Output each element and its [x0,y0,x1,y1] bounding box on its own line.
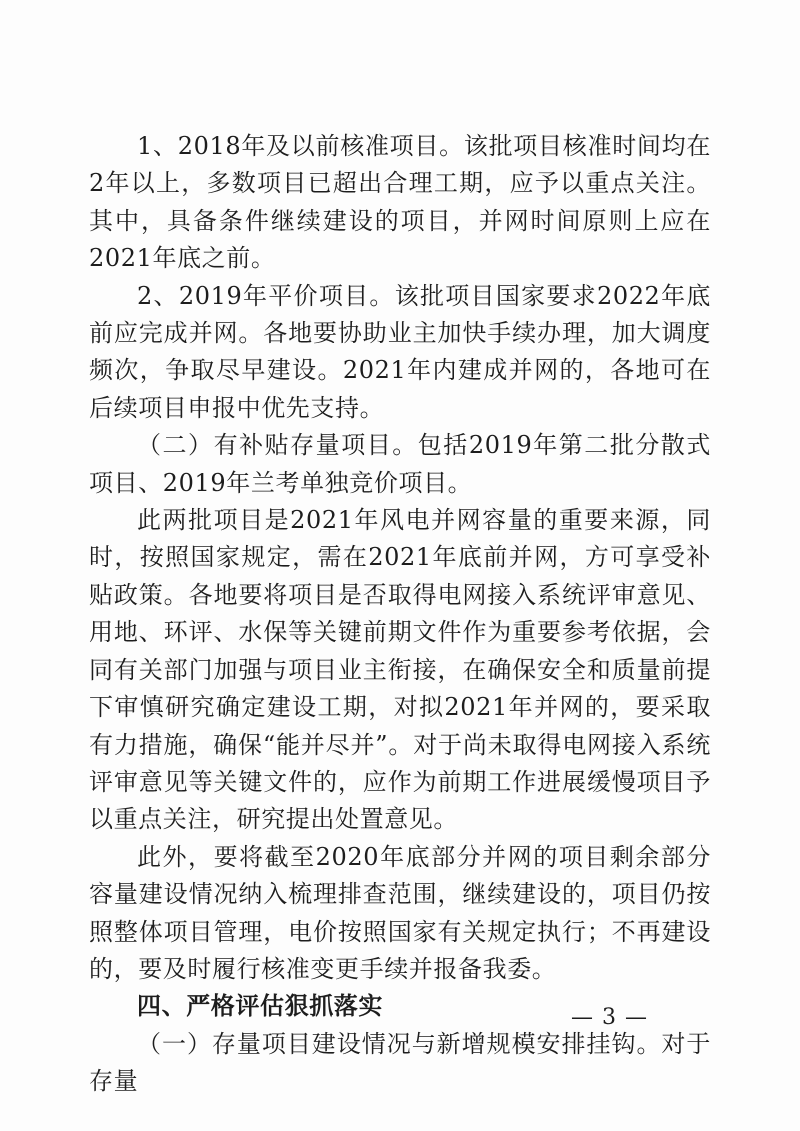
page-number: — 3 — [571,1005,648,1030]
paragraph-3: （二）有补贴存量项目。包括2019年第二批分散式项目、2019年兰考单独竞价项目。 [89,431,711,497]
paragraph-1: 1、2018年及以前核准项目。该批项目核准时间均在2年以上，多数项目已超出合理工期，应予以重点关注。其中，具备条件继续建设的项目，并网时间原则上应在2021年底之前。 [89,132,711,273]
paragraph-5: 此外，要将截至2020年底部分并网的项目剩余部分容量建设情况纳入梳理排查范围，继续建设的，项目仍按照整体项目管理，电价按照国家有关规定执行；不再建设的，要及时履行核准变更手续并报备我委。 [89,842,711,983]
document-body [89,128,711,1101]
paragraph-4: 此两批项目是2021年风电并网容量的重要来源，同时，按照国家规定，需在2021年底前并网，方可享受补贴政策。各地要将项目是否取得电网接入系统评审意见、用地、环评、水保等关键前期文件作为重要参考依据，会同有关部门加强与项目业主衔接，在确保安全和质量前提下审慎研究确定建设工期，对拟2021年并网的，要采取有力措施，确保“能并尽并”。对于尚未取得电网接入系统评审意见等关键文件的，应作为前期工作进展缓慢项目予以重点关注，研究提出处置意见。 [89,506,711,834]
section-heading: 四、严格评估狠抓落实 [137,992,383,1021]
paragraph-2: 2、2019年平价项目。该批项目国家要求2022年底前应完成并网。各地要协助业主加快手续办理，加大调度频次，争取尽早建设。2021年内建成并网的，各地可在后续项目申报中优先支持。 [89,281,711,422]
paragraph-6: （一）存量项目建设情况与新增规模安排挂钩。对于存量 [89,1029,711,1096]
